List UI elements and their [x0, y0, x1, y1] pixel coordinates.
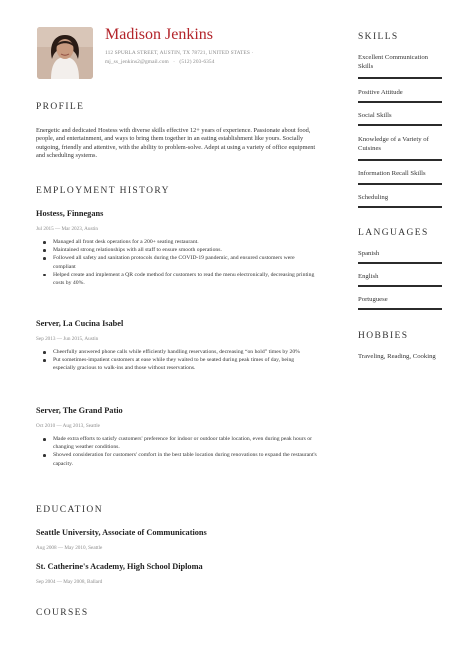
- hobbies-text: Traveling, Reading, Cooking: [358, 353, 436, 360]
- language-level-bar: [358, 285, 442, 287]
- education-heading: EDUCATION: [36, 505, 103, 515]
- language-item: Portuguese: [358, 296, 388, 303]
- bullet-item: Made extra efforts to satisfy customers' preference for indoor or outdoor table location, even during peak hours or changing weather conditions.: [36, 435, 318, 451]
- education-title: Seattle University, Associate of Communications: [36, 528, 207, 537]
- skill-level-bar: [358, 77, 442, 79]
- profile-photo: [37, 27, 93, 79]
- job-title: Server, La Cucina Isabel: [36, 319, 124, 328]
- skill-item: Excellent Communication Skills: [358, 54, 429, 70]
- bullet-item: Showed consideration for customers' comfort in the best table location during renovations to expand the restaurant's capacity.: [36, 451, 318, 467]
- language-item: English: [358, 273, 379, 280]
- profile-text: Energetic and dedicated Hostess with diverse skills effective 12+ years of experience. Passionate about food, people, and entertainment, and ways to bring them together in an eating establishment like yours. Socially outgoing, friendly and attentive, with the ability to problem-solve. Adept at using a variety of office equipment and scheduling systems.: [36, 127, 316, 160]
- job-title: Hostess, Finnegans: [36, 209, 104, 218]
- contact-info: [105, 49, 253, 66]
- job-title: Server, The Grand Patio: [36, 406, 123, 415]
- employment-heading: EMPLOYMENT HISTORY: [36, 186, 170, 196]
- contact-separator: ·: [170, 58, 178, 65]
- education-dates: Aug 2008 — May 2010, Seattle: [36, 545, 103, 551]
- bullet-item: Maintained strong relationships with all staff to ensure smooth operations.: [36, 246, 318, 254]
- language-level-bar: [358, 308, 442, 310]
- email-phone-line: [105, 58, 253, 67]
- skill-level-bar: [358, 159, 442, 161]
- email-text[interactable]: mj_ss_jenkins2@gmail.com: [105, 58, 169, 65]
- job-dates: Jul 2015 — Mar 2023, Austin: [36, 226, 98, 232]
- skill-level-bar: [358, 183, 442, 185]
- education-title: St. Catherine's Academy, High School Diploma: [36, 562, 203, 571]
- courses-heading: COURSES: [36, 608, 89, 618]
- address-line: 112 SPURLA STREET, AUSTIN, TX 78721, UNITED STATES ·: [105, 50, 254, 56]
- language-level-bar: [358, 262, 442, 264]
- skills-heading: SKILLS: [358, 32, 399, 42]
- skill-level-bar: [358, 206, 442, 208]
- candidate-name: Madison Jenkins: [105, 26, 213, 43]
- skill-item: Knowledge of a Variety of Cuisines: [358, 136, 429, 152]
- job-bullets: [36, 435, 318, 468]
- skill-level-bar: [358, 124, 442, 126]
- bullet-item: Followed all safety and sanitation protocols during the COVID-19 pandemic, and ensured customers were compliant: [36, 254, 318, 270]
- profile-heading: PROFILE: [36, 102, 85, 112]
- skill-item: Information Recall Skills: [358, 170, 426, 177]
- hobbies-heading: HOBBIES: [358, 331, 409, 341]
- skill-item: Positive Attitude: [358, 89, 403, 96]
- languages-heading: LANGUAGES: [358, 228, 429, 238]
- skill-item: Scheduling: [358, 194, 389, 201]
- language-item: Spanish: [358, 250, 380, 257]
- bullet-item: Put sometimes-impatient customers at ease while they waited to be seated during peak times of day, being especially gracious to walk-ins and those without reservations.: [36, 356, 318, 372]
- phone-text: (512) 203-6354: [179, 58, 215, 65]
- education-dates: Sep 2004 — May 2008, Ballard: [36, 579, 103, 585]
- job-bullets: [36, 348, 318, 373]
- skill-item: Social Skills: [358, 112, 392, 119]
- bullet-item: Cheerfully answered phone calls while efficiently handling reservations, decreasing “on hold” times by 20%: [36, 348, 318, 356]
- bullet-item: Helped create and implement a QR code method for customers to read the menu electronically, decreasing printing costs by 40%.: [36, 271, 318, 287]
- job-bullets: [36, 238, 318, 287]
- job-dates: Oct 2010 — Aug 2013, Seattle: [36, 423, 100, 429]
- bullet-item: Managed all front desk operations for a 200+ seating restaurant.: [36, 238, 318, 246]
- skill-level-bar: [358, 101, 442, 103]
- job-dates: Sep 2013 — Jun 2015, Austin: [36, 336, 99, 342]
